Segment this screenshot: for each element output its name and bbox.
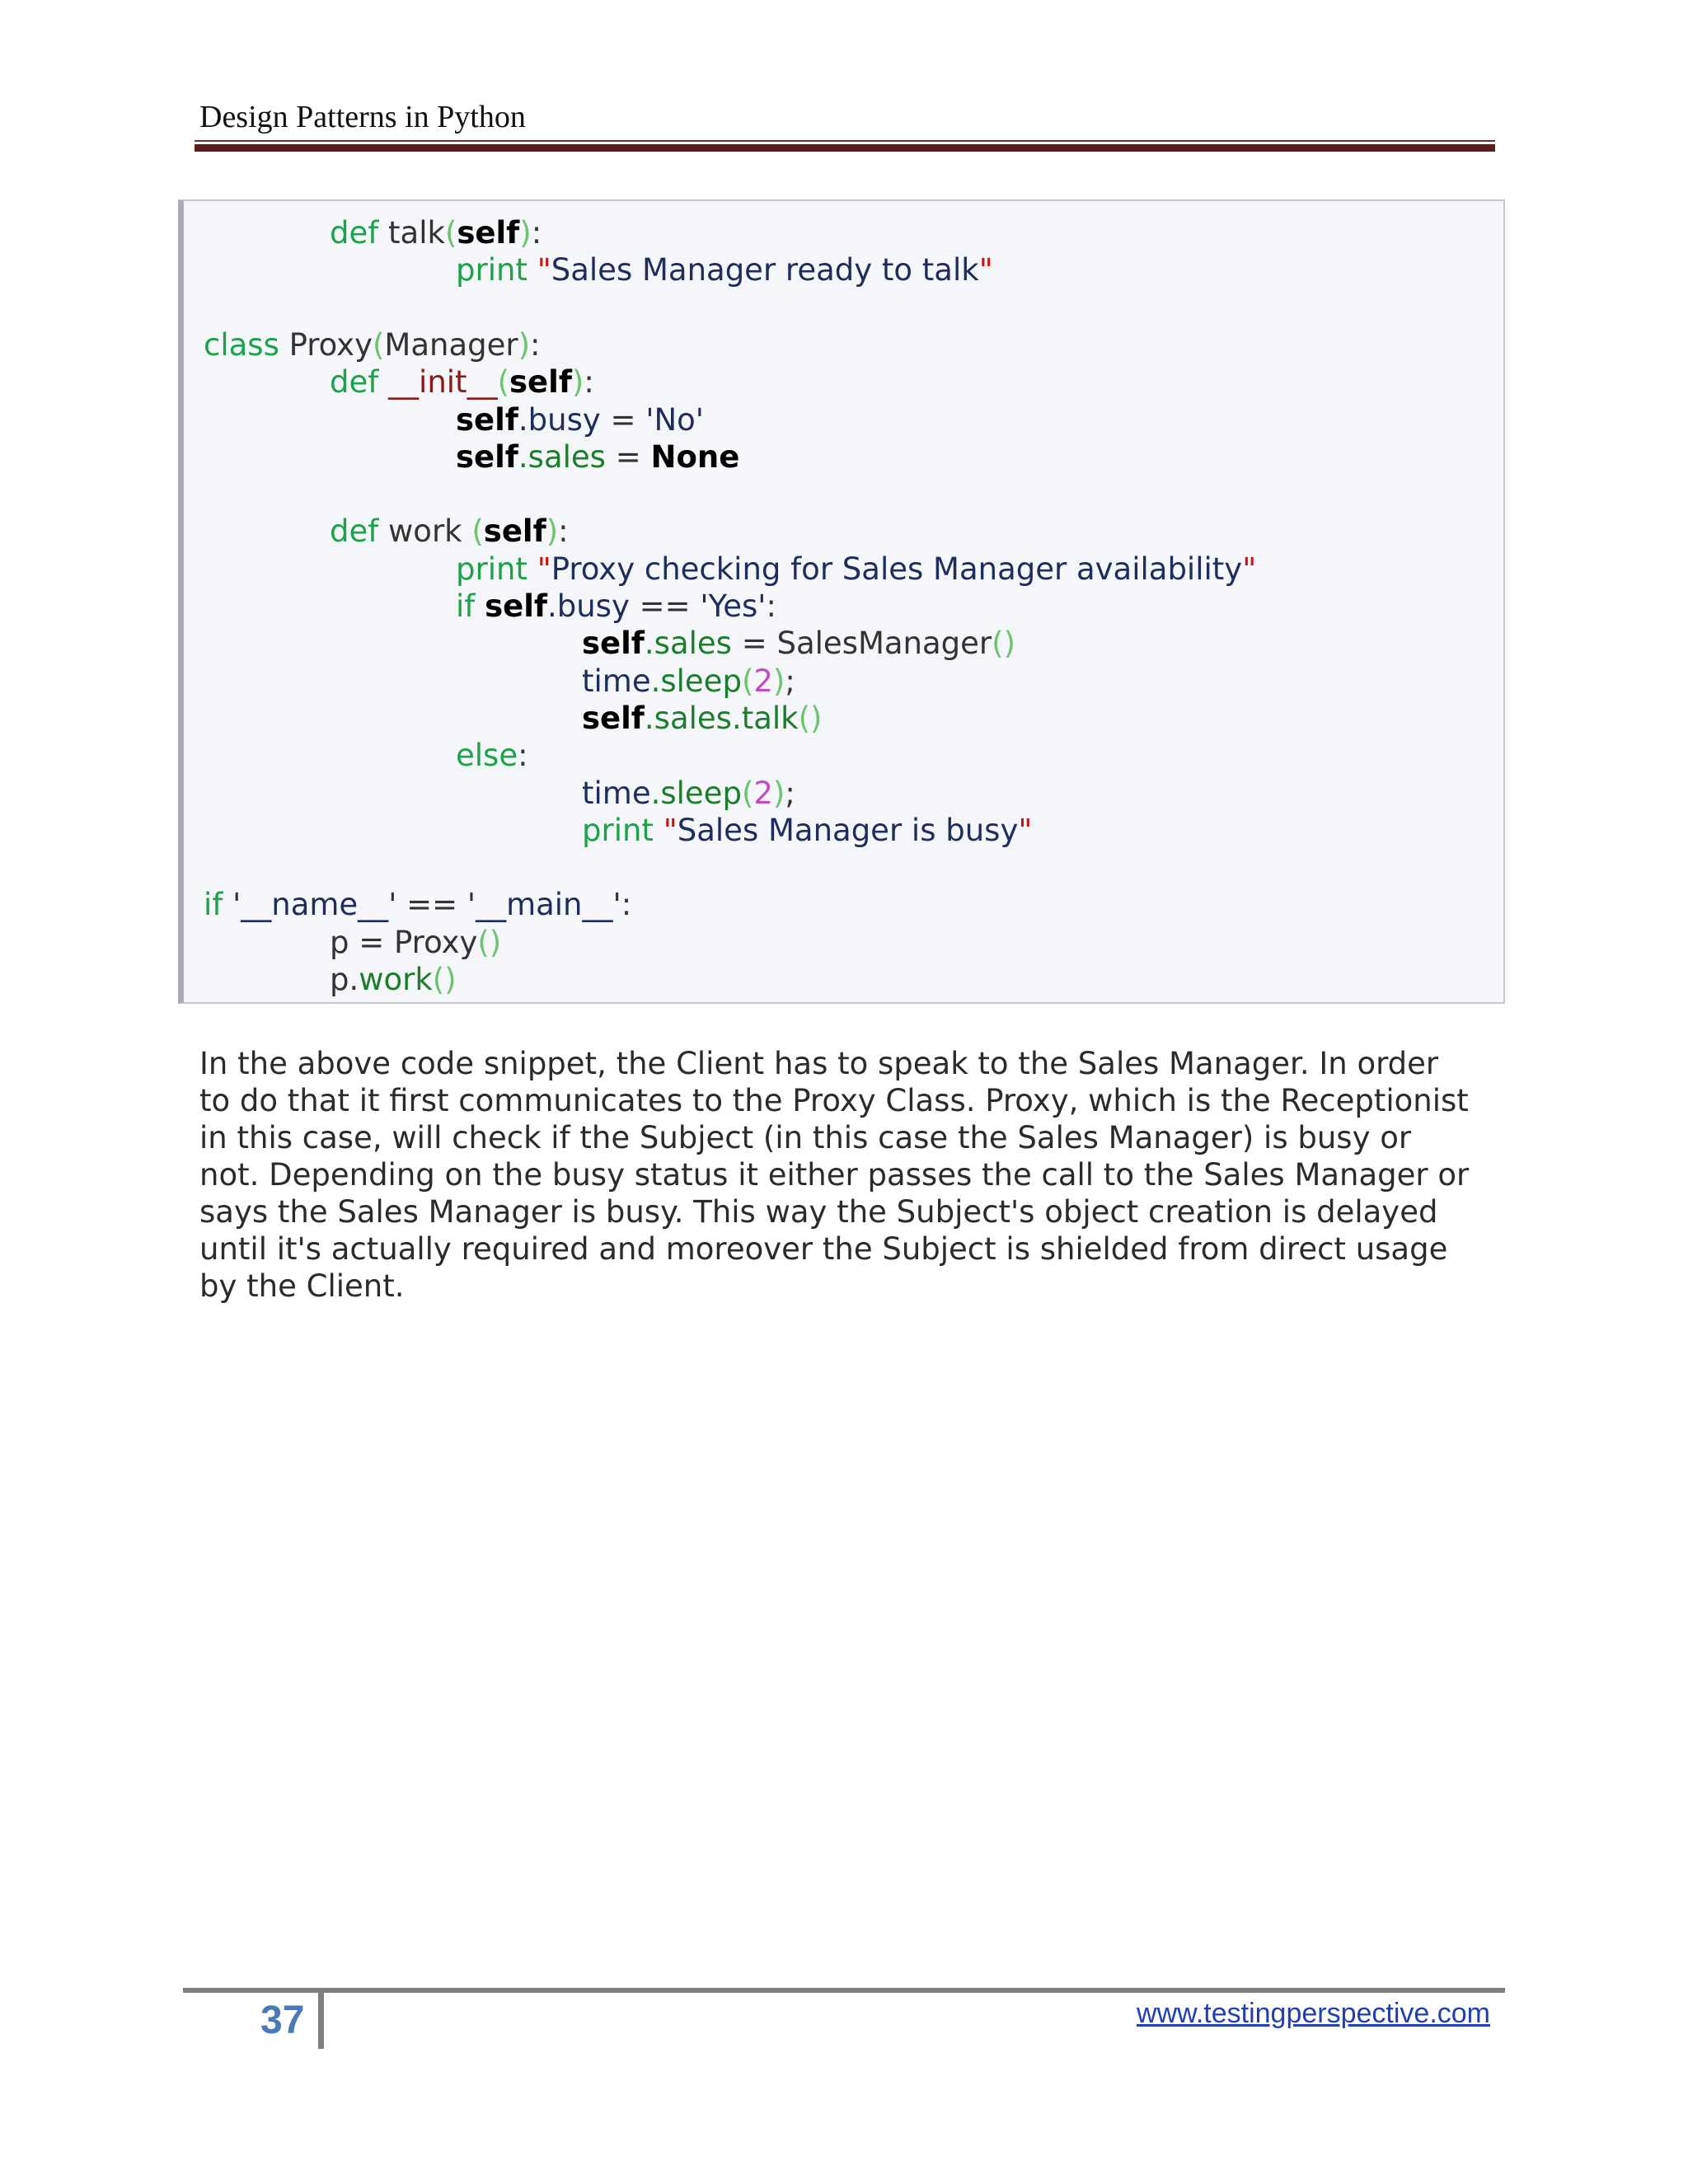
header-rule <box>195 140 1495 142</box>
code-token: def <box>330 215 389 251</box>
code-token: ' <box>467 887 476 923</box>
code-token: ) <box>519 215 532 251</box>
code-token: self <box>456 438 518 475</box>
code-token: Sales Manager is busy <box>677 812 1019 848</box>
code-token: () <box>992 626 1016 662</box>
paragraph-line: until it's actually required and moreover the Subject is shielded from direct usage <box>199 1231 1448 1267</box>
code-line <box>330 363 594 401</box>
code-token: time <box>582 775 651 811</box>
code-token: .sales.talk <box>644 700 799 736</box>
code-token: : <box>584 364 594 401</box>
code-line <box>582 812 1032 850</box>
code-token: print <box>456 551 537 587</box>
body-paragraph <box>199 1045 1493 1305</box>
code-token: " <box>978 252 993 288</box>
paragraph-line: not. Depending on the busy status it either passes the call to the Sales Manager or <box>199 1157 1470 1193</box>
code-token: class <box>204 326 289 363</box>
code-token: ; <box>785 663 795 699</box>
code-line <box>456 551 1256 588</box>
website-link[interactable]: www.testingperspective.com <box>1137 1998 1490 2029</box>
code-line <box>330 961 457 999</box>
code-token: __init__ <box>388 364 498 401</box>
code-token: .sleep <box>650 775 742 811</box>
code-token: 2 <box>753 775 773 811</box>
code-token: = <box>731 626 777 662</box>
paragraph-line: In the above code snippet, the Client has to speak to the Sales Manager. In order <box>199 1046 1439 1081</box>
code-token: ( <box>372 326 385 363</box>
code-token: Manager <box>384 326 518 363</box>
code-token: print <box>456 252 537 288</box>
code-token: .busy <box>546 588 630 624</box>
code-token: == <box>396 887 467 923</box>
code-token: work <box>388 513 472 550</box>
code-token: self <box>582 626 645 662</box>
code-token: self <box>485 588 547 624</box>
code-token: ' <box>232 887 241 923</box>
code-token: ' <box>612 887 621 923</box>
code-token: print <box>582 812 663 848</box>
code-line <box>456 438 739 476</box>
code-line <box>456 251 993 289</box>
paragraph-line: says the Sales Manager is busy. This way the Subject's object creation is delayed <box>199 1194 1438 1230</box>
code-token: ( <box>444 215 457 251</box>
code-token: .sleep <box>650 663 742 699</box>
code-token: Proxy <box>288 326 373 363</box>
code-line <box>582 775 795 813</box>
code-token: Proxy checking for Sales Manager availability <box>551 551 1243 587</box>
code-line <box>330 513 569 551</box>
code-token: () <box>798 700 823 736</box>
code-line <box>582 625 1015 663</box>
code-token: p = Proxy <box>330 924 478 960</box>
code-token: ) <box>546 513 559 550</box>
code-token: p. <box>330 962 359 997</box>
code-token: == <box>629 588 701 624</box>
code-token: ) <box>518 326 531 363</box>
code-token: Sales Manager ready to talk <box>551 252 979 288</box>
code-token: ' <box>388 887 397 923</box>
code-token: " <box>1018 812 1033 848</box>
code-token: ) <box>571 364 584 401</box>
code-token: ( <box>741 775 754 811</box>
paragraph-line: in this case, will check if the Subject (in this case the Sales Manager) is busy or <box>199 1120 1412 1155</box>
code-token: : <box>558 513 569 550</box>
code-line <box>456 401 704 439</box>
code-token: .sales <box>644 626 732 662</box>
code-line <box>330 924 501 962</box>
code-token: None <box>650 438 740 475</box>
code-token: ( <box>471 513 484 550</box>
code-token: " <box>537 252 551 288</box>
code-token: 2 <box>753 663 773 699</box>
header-rule-thick <box>195 144 1495 152</box>
code-token: talk <box>388 215 445 251</box>
code-token: : <box>766 588 776 624</box>
code-token: def <box>330 364 389 401</box>
footer-rule <box>183 1988 1505 1993</box>
paragraph-line: to do that it first communicates to the Proxy Class. Proxy, which is the Receptionist <box>199 1083 1469 1118</box>
code-token: ) <box>772 775 785 811</box>
paragraph-line: by the Client. <box>199 1268 405 1304</box>
code-token: time <box>582 663 651 699</box>
code-line <box>456 588 776 626</box>
code-token: = <box>600 401 646 438</box>
code-token: () <box>432 962 457 997</box>
code-line <box>204 326 541 364</box>
code-token: ) <box>772 663 785 699</box>
running-header: Design Patterns in Python <box>199 100 526 134</box>
code-token: self <box>483 513 546 550</box>
code-token: 'No' <box>645 401 704 438</box>
code-token: .busy <box>518 401 601 438</box>
code-token: self <box>457 215 520 251</box>
code-token: def <box>330 513 389 550</box>
code-token: .sales <box>518 438 606 475</box>
code-token: : <box>518 738 528 774</box>
code-token: : <box>530 326 541 363</box>
code-token: ( <box>497 364 510 401</box>
code-token: self <box>456 401 518 438</box>
code-token: " <box>537 551 551 587</box>
code-token: ( <box>741 663 754 699</box>
code-token: () <box>477 924 502 960</box>
code-line <box>456 737 528 775</box>
code-token: = <box>605 438 651 475</box>
code-token: ; <box>785 775 795 811</box>
code-token: self <box>582 700 645 736</box>
code-line <box>204 886 631 924</box>
code-line <box>582 663 795 701</box>
code-token: " <box>663 812 678 848</box>
code-token: : <box>621 887 632 923</box>
code-token: self <box>509 364 572 401</box>
page-number: 37 <box>260 1999 305 2042</box>
code-token: else <box>456 738 518 774</box>
code-line <box>582 700 822 738</box>
code-line <box>330 214 542 252</box>
code-token: __main__ <box>476 887 613 923</box>
code-token: : <box>531 215 542 251</box>
code-token: __name__ <box>241 887 389 923</box>
code-token: if <box>204 887 233 923</box>
code-token: SalesManager <box>776 626 992 662</box>
code-token: " <box>1242 551 1257 587</box>
code-token: 'Yes' <box>700 588 767 624</box>
code-token: work <box>359 962 433 997</box>
code-block <box>178 199 1505 1004</box>
footer-separator <box>318 1993 324 2049</box>
code-token: if <box>456 588 485 624</box>
